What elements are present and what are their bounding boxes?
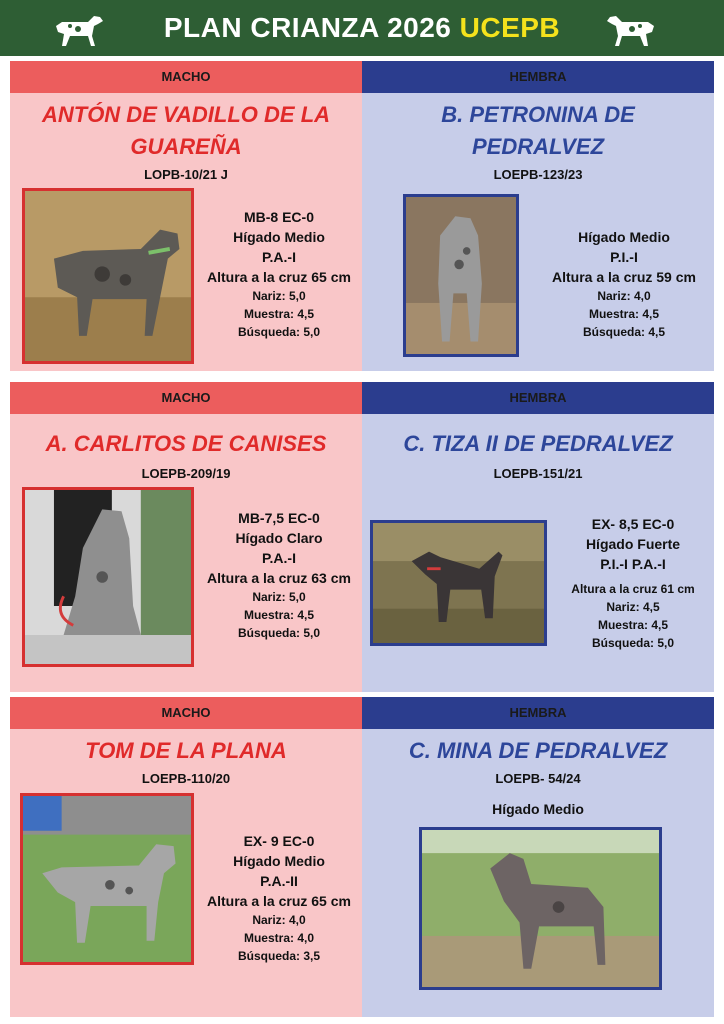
female-card-tiza xyxy=(362,382,714,692)
stat-search: Búsqueda: 5,0 xyxy=(591,636,675,650)
female-label-band: HEMBRA xyxy=(362,697,714,729)
stat-height: Altura a la cruz 63 cm xyxy=(207,570,351,586)
dog-name xyxy=(370,99,706,163)
male-card-anton xyxy=(10,61,362,371)
stat-height: Altura a la cruz 61 cm xyxy=(571,582,695,596)
stat-search: Búsqueda: 5,0 xyxy=(237,325,321,339)
stat-grade: MB-8 EC-0 xyxy=(243,209,314,225)
male-label-band: MACHO xyxy=(10,382,362,414)
dog-name-line: TOM DE LA PLANA xyxy=(85,738,287,763)
dog-name xyxy=(370,428,706,460)
male-label-band: MACHO xyxy=(10,61,362,93)
dog-photo xyxy=(370,520,547,646)
dog-name-line: PEDRALVEZ xyxy=(471,134,605,159)
stat-search: Búsqueda: 3,5 xyxy=(237,949,321,963)
dog-name-line: B. PETRONINA DE xyxy=(441,102,635,127)
page-title-main: PLAN CRIANZA 2026 xyxy=(163,12,452,43)
stat-grade: EX- 9 EC-0 xyxy=(243,833,315,849)
stat-hunting-test: P.A.-I xyxy=(262,249,296,265)
dog-stats xyxy=(534,227,714,341)
dog-photo xyxy=(403,194,519,357)
female-card-mina xyxy=(362,697,714,1017)
stat-color: Hígado Claro xyxy=(235,530,323,546)
dog-stats xyxy=(196,207,362,341)
stat-color: Hígado Medio xyxy=(492,801,584,817)
dog-photo xyxy=(419,827,662,990)
registration-code: LOPB-10/21 J xyxy=(144,167,228,182)
dog-photo xyxy=(22,487,194,667)
stat-color: Hígado Fuerte xyxy=(585,536,681,552)
stat-height: Altura a la cruz 65 cm xyxy=(207,893,351,909)
stat-height: Altura a la cruz 59 cm xyxy=(552,269,696,285)
dog-photo xyxy=(20,793,194,965)
female-label-band: HEMBRA xyxy=(362,61,714,93)
stat-search: Búsqueda: 5,0 xyxy=(237,626,321,640)
stat-hunting-test: P.A.-I xyxy=(262,550,296,566)
male-card-tom xyxy=(10,697,362,1017)
dog-name-line: GUAREÑA xyxy=(130,134,242,159)
stat-search: Búsqueda: 4,5 xyxy=(582,325,666,339)
page-title-accent: UCEPB xyxy=(459,12,561,43)
stat-point: Muestra: 4,5 xyxy=(588,307,660,321)
dog-name-line: C. MINA DE PEDRALVEZ xyxy=(408,738,668,763)
registration-code: LOEPB-209/19 xyxy=(141,466,231,481)
stat-point: Muestra: 4,5 xyxy=(597,618,669,632)
dog-name xyxy=(18,428,354,460)
female-card-petronina xyxy=(362,61,714,371)
registration-code: LOEPB-151/21 xyxy=(493,466,583,481)
dog-name-line: C. TIZA II DE PEDRALVEZ xyxy=(403,431,673,456)
female-label-band: HEMBRA xyxy=(362,382,714,414)
stat-grade: MB-7,5 EC-0 xyxy=(238,510,320,526)
registration-code: LOEPB- 54/24 xyxy=(495,771,581,786)
stat-hunting-test: P.I.-I P.A.-I xyxy=(600,556,666,572)
dog-photo xyxy=(22,188,194,364)
dog-name xyxy=(18,99,354,163)
male-card-carlitos xyxy=(10,382,362,692)
stat-hunting-test: P.A.-II xyxy=(260,873,298,889)
stat-nose: Nariz: 4,0 xyxy=(597,289,651,303)
stat-nose: Nariz: 4,0 xyxy=(252,913,306,927)
stat-nose: Nariz: 5,0 xyxy=(252,590,306,604)
header-bar xyxy=(0,0,724,56)
registration-code: LOEPB-123/23 xyxy=(493,167,583,182)
stat-point: Muestra: 4,5 xyxy=(243,608,315,622)
male-label-band: MACHO xyxy=(10,697,362,729)
stat-color: Hígado Medio xyxy=(578,229,670,245)
stat-grade: EX- 8,5 EC-0 xyxy=(591,516,675,532)
dog-stats xyxy=(552,514,714,652)
stat-color: Hígado Medio xyxy=(233,853,325,869)
stat-nose: Nariz: 5,0 xyxy=(252,289,306,303)
dog-stats xyxy=(362,799,714,819)
stat-point: Muestra: 4,0 xyxy=(243,931,315,945)
stat-color: Hígado Medio xyxy=(233,229,325,245)
dog-name xyxy=(18,735,354,767)
pointer-dog-logo-icon xyxy=(604,8,662,50)
dog-stats xyxy=(196,508,362,642)
stat-height: Altura a la cruz 65 cm xyxy=(207,269,351,285)
dog-name-line: ANTÓN DE VADILLO DE LA xyxy=(41,102,331,127)
dog-stats xyxy=(196,831,362,965)
stat-hunting-test: P.I.-I xyxy=(610,249,638,265)
stat-nose: Nariz: 4,5 xyxy=(606,600,660,614)
registration-code: LOEPB-110/20 xyxy=(141,771,231,786)
dog-name-line: A. CARLITOS DE CANISES xyxy=(45,431,327,456)
stat-point: Muestra: 4,5 xyxy=(243,307,315,321)
dog-name xyxy=(370,735,706,767)
